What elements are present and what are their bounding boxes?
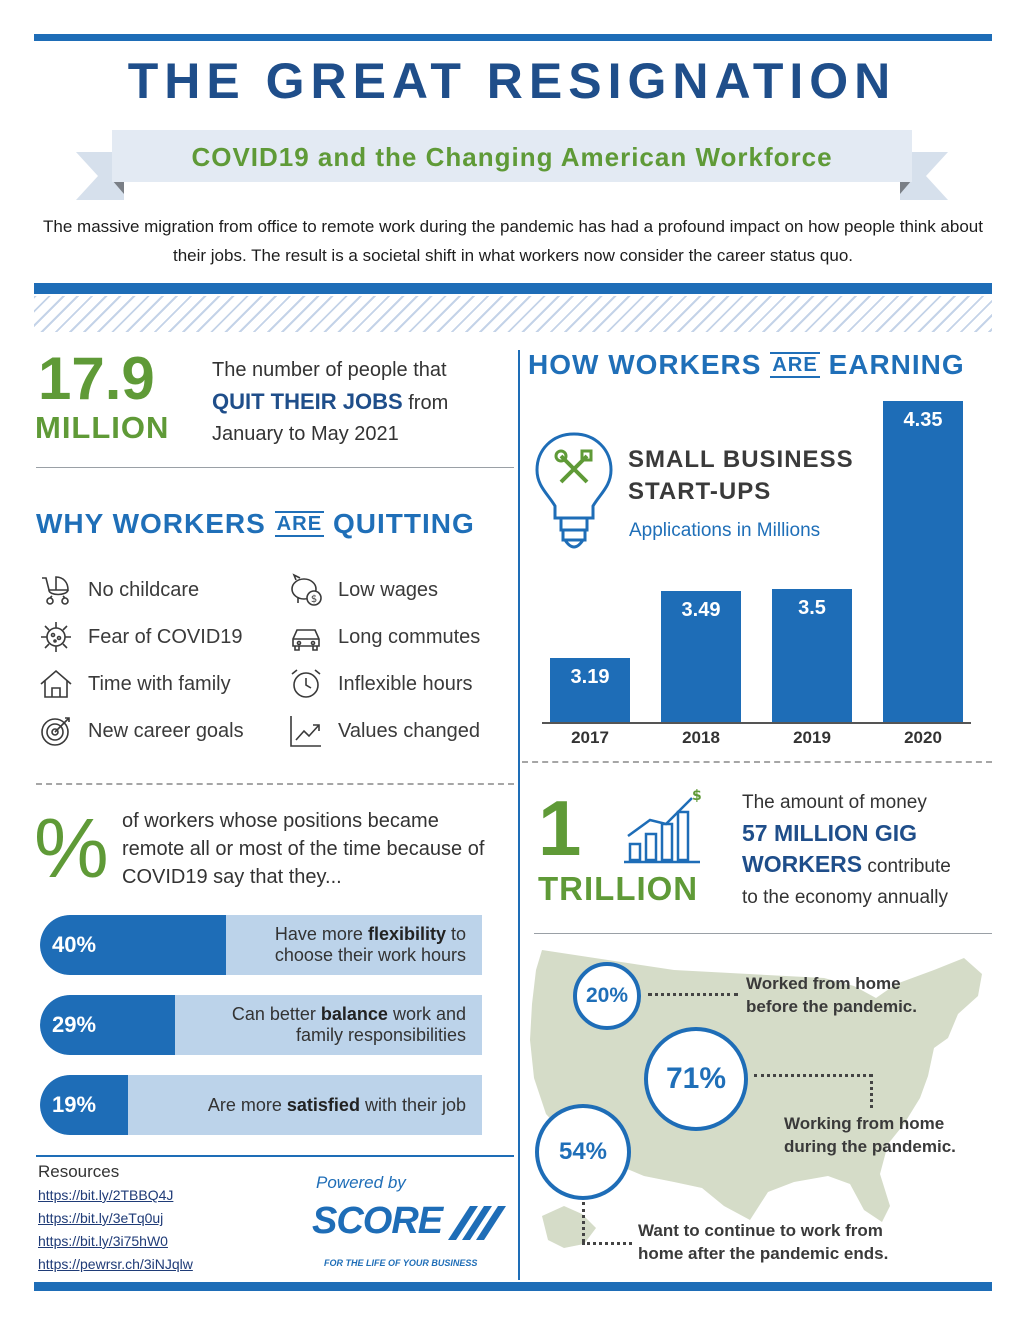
percent-symbol: % [34,801,109,895]
wfh-during-line-2: during the pandemic. [784,1137,956,1156]
gig-description [742,787,1002,913]
quit-highlight: QUIT THEIR JOBS [212,389,403,414]
score-wordmark: SCORE [312,1200,443,1242]
bar-line-2: family responsibilities [295,1025,466,1045]
gig-unit: TRILLION [538,870,699,907]
hatch-band [34,296,992,332]
bar-line-1 [232,1004,466,1025]
chart-category-label: 2017 [571,728,609,747]
left-separator-2 [36,783,514,785]
wfh-during-text [784,1112,956,1158]
svg-text:$: $ [310,594,318,605]
wfh-after-circle: 54% [535,1104,631,1200]
bar-text-pre: Are more [207,1094,287,1115]
bar-text-pre: Have more [274,924,368,944]
reason-item [38,619,243,655]
stroller-icon [38,572,74,608]
resource-link[interactable]: https://bit.ly/3i75hW0 [38,1233,168,1249]
gig-highlight-line [742,849,1002,882]
chart-bar-2020 [883,401,963,722]
bar-description [275,915,466,975]
reason-item [288,666,473,702]
reason-label: Low wages [338,578,439,601]
svg-text:$: $ [692,788,702,804]
gig-line-last: to the economy annually [742,887,948,908]
bar-description [232,995,466,1055]
quit-number: 17.9 [38,345,155,412]
chart-subtitle: Applications in Millions [629,520,821,541]
reason-label: No childcare [88,578,200,601]
piggy-bank-icon [288,572,324,608]
score-logo [312,1200,508,1243]
remote-bar-satisfied [40,1075,482,1135]
score-tagline: FOR THE LIFE OF YOUR BUSINESS [324,1258,478,1268]
chart-value-label: 4.35 [903,409,943,431]
score-stripes-icon [446,1202,508,1242]
bar-text-post: to [445,924,466,944]
earning-heading-are: ARE [770,352,820,378]
right-separator-2 [534,933,992,934]
bar-text-post: with their job [359,1094,466,1115]
powered-by: Powered by [316,1173,406,1192]
quit-text-before: The number of people that [212,359,447,381]
bar-description [208,1075,466,1135]
remote-bar-flexibility [40,915,482,975]
quit-highlight-line [212,386,512,419]
trend-chart-icon [288,713,324,749]
chart-title-line-2: START-UPS [628,478,772,505]
quit-description [212,355,512,450]
why-heading-pre: WHY WORKERS [36,508,266,539]
dotted-connector [754,1074,872,1077]
section-rule [34,283,992,294]
reason-item [38,666,231,702]
reason-label: Time with family [88,672,231,695]
gig-text-after: contribute [867,856,951,877]
earning-heading-pre: HOW WORKERS [528,349,762,380]
wfh-after-line-2: home after the pandemic ends. [638,1244,889,1263]
resources-heading: Resources [38,1162,120,1181]
reason-item [38,713,244,749]
left-separator-1 [36,467,514,468]
bar-line-1 [208,1095,466,1116]
remote-bar-balance [40,995,482,1055]
reason-item [38,572,199,608]
resource-link[interactable]: https://pewrsr.ch/3iNJqlw [38,1256,193,1272]
bar-text-pre: Can better [231,1004,321,1024]
reason-item [288,619,480,655]
bar-text-bold: balance [320,1004,388,1024]
bar-text-bold: flexibility [367,924,446,944]
reason-label: New career goals [88,719,244,742]
chart-value-label: 3.49 [681,599,721,621]
bar-line-2: choose their work hours [274,945,466,965]
right-separator-1 [522,761,992,763]
dotted-connector [870,1074,873,1108]
top-rule [34,34,992,41]
reason-label: Long commutes [338,625,481,648]
reason-label: Values changed [338,719,480,742]
gig-highlight-2: WORKERS [742,851,863,877]
reason-item [288,713,480,749]
why-heading-are: ARE [275,511,325,537]
bar-percent: 19% [52,1092,97,1117]
wfh-before-circle: 20% [573,962,641,1030]
car-icon [288,619,324,655]
wfh-during-circle: 71% [644,1027,748,1131]
page-subtitle: COVID19 and the Changing American Workforce [191,142,833,172]
bar-percent: 40% [52,932,97,957]
startup-bar-chart [536,380,982,760]
resources [38,1162,193,1276]
bottom-rule [34,1282,992,1291]
remote-description: of workers whose positions became remote all or most of the time because of COVID19 say that they... [122,810,485,888]
page-title: THE GREAT RESIGNATION [127,53,897,109]
wfh-after-text [638,1219,888,1265]
quit-date-range: January to May 2021 [212,423,399,445]
dotted-connector [648,993,738,996]
growth-chart-icon [622,788,704,864]
chart-value-label: 3.5 [798,597,826,619]
banner [112,130,912,182]
chart-category-label: 2019 [793,728,831,747]
bar-percent: 29% [52,1012,97,1037]
virus-icon [38,619,74,655]
earning-heading [528,349,965,381]
quit-unit: MILLION [35,410,170,445]
chart-baseline [542,722,971,724]
bar-text-post: work and [387,1004,466,1024]
alarm-clock-icon [288,666,324,702]
target-icon [38,713,74,749]
dotted-connector [582,1242,632,1245]
quit-text-after: from [408,392,449,414]
bar-line-1 [275,924,466,945]
gig-number: 1 [538,784,582,872]
left-bottom-rule [36,1155,514,1157]
chart-category-label: 2020 [904,728,942,747]
column-divider [518,350,520,1280]
dotted-connector [582,1202,585,1242]
chart-value-label: 3.19 [570,666,610,688]
wfh-during-line-1: Working from home [784,1114,945,1133]
house-icon [38,666,74,702]
why-heading-post: QUITTING [332,508,475,539]
why-quitting-heading [36,508,475,540]
chart-category-label: 2018 [682,728,720,747]
reason-item [288,572,438,608]
bar-text-bold: satisfied [286,1094,360,1115]
intro-paragraph: The massive migration from office to remote work during the pandemic has had a profound impact on how people think about their jobs. The result is a societal shift in what workers now consider the career status quo. [43,217,983,265]
reason-label: Inflexible hours [338,672,473,695]
wfh-after-line-1: Want to continue to work from [638,1221,883,1240]
earning-heading-post: EARNING [828,349,965,380]
reason-label: Fear of COVID19 [88,625,243,648]
resource-link[interactable]: https://bit.ly/2TBBQ4J [38,1187,174,1203]
gig-text-before: The amount of money [742,792,927,813]
chart-title-line-1: SMALL BUSINESS [628,446,854,473]
wfh-before-line-2: before the pandemic. [746,997,917,1016]
wfh-before-line-1: Worked from home [746,974,901,993]
wfh-before-text [746,972,917,1018]
resource-link[interactable]: https://bit.ly/3eTq0uj [38,1210,164,1226]
gig-highlight-1: 57 MILLION GIG [742,820,918,846]
